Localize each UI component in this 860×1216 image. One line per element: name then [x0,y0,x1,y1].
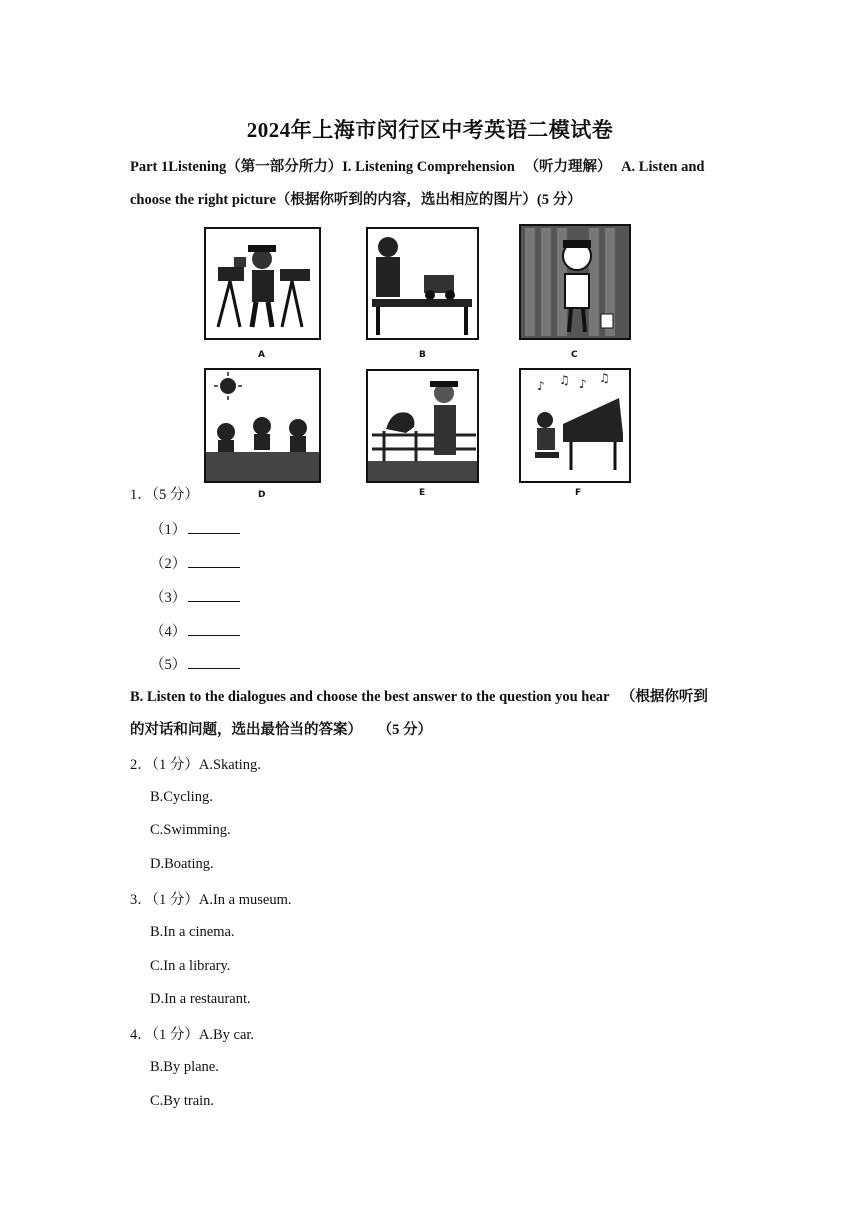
question-1-sub-1 [150,518,240,539]
section-b-points: （5 分） [377,722,432,738]
answer-blank[interactable] [188,621,240,636]
part1-instruction-line2: choose the right picture（根据你听到的内容，选出相应的图片）(5 分） [130,192,582,208]
question-1-header: 1．（5 分） [130,487,199,503]
sub-number: （5） [150,657,187,673]
sub-number: （2） [150,556,187,572]
question-2-header: 2．（1 分）A.Skating. [130,757,261,773]
picture-label-c: C [571,350,578,360]
question-2-option-d: D.Boating. [150,856,214,872]
sub-number: （4） [150,624,187,640]
question-1-sub-3 [150,586,240,607]
section-b-instruction-line1 [130,687,708,707]
filming-camera-icon [204,227,321,340]
picture-label-d: D [258,490,266,500]
section-b-heading-cn: （根据你听到 [620,689,708,705]
svg-text:♫: ♫ [559,373,570,387]
part1-heading-cn: （听力理解） [524,159,612,175]
section-b-heading: B. Listen to the dialogues and choose the best answer to the question you hear [130,689,610,705]
picture-label-e: E [419,488,426,498]
page-title: 2024年上海市闵行区中考英语二模试卷 [246,118,614,142]
question-1-sub-4 [150,620,240,641]
painting-fence-icon [519,224,631,340]
answer-blank[interactable] [188,587,240,602]
question-4-option-c: C.By train. [150,1093,215,1109]
piano-music-icon [519,368,631,483]
rooster-farm-icon [366,369,479,483]
section-b-heading-cn-2: 的对话和问题，选出最恰当的答案） [130,722,362,738]
question-1-sub-5 [150,653,240,674]
picture-label-b: B [419,350,426,360]
question-3-option-c: C.In a library. [150,958,231,974]
answer-blank[interactable] [188,519,240,534]
picture-label-a: A [258,350,265,360]
picture-label-f: F [575,488,582,498]
section-b-instruction-line2 [130,720,432,740]
question-3-header: 3．（1 分）A.In a museum. [130,892,292,908]
toy-car-table-icon [366,227,479,340]
question-2-option-c: C.Swimming. [150,822,231,838]
answer-blank[interactable] [188,654,240,669]
sub-number: （1） [150,522,187,538]
svg-text:♪: ♪ [579,377,587,391]
sub-number: （3） [150,590,187,606]
part1-section-a: A. Listen and [621,159,705,175]
question-4-header: 4．（1 分）A.By car. [130,1027,255,1043]
svg-text:♫: ♫ [599,371,610,385]
question-3-option-b: B.In a cinema. [150,924,235,940]
children-sun-icon [204,368,321,483]
question-2-option-b: B.Cycling. [150,789,213,805]
question-4-option-b: B.By plane. [150,1059,219,1075]
question-1-sub-2 [150,552,240,573]
picture-grid [0,0,860,520]
question-3-option-d: D.In a restaurant. [150,991,251,1007]
answer-blank[interactable] [188,553,240,568]
part1-heading: Part 1Listening（第一部分所力）I. Listening Comprehension [130,159,515,175]
svg-text:♪: ♪ [537,379,545,393]
